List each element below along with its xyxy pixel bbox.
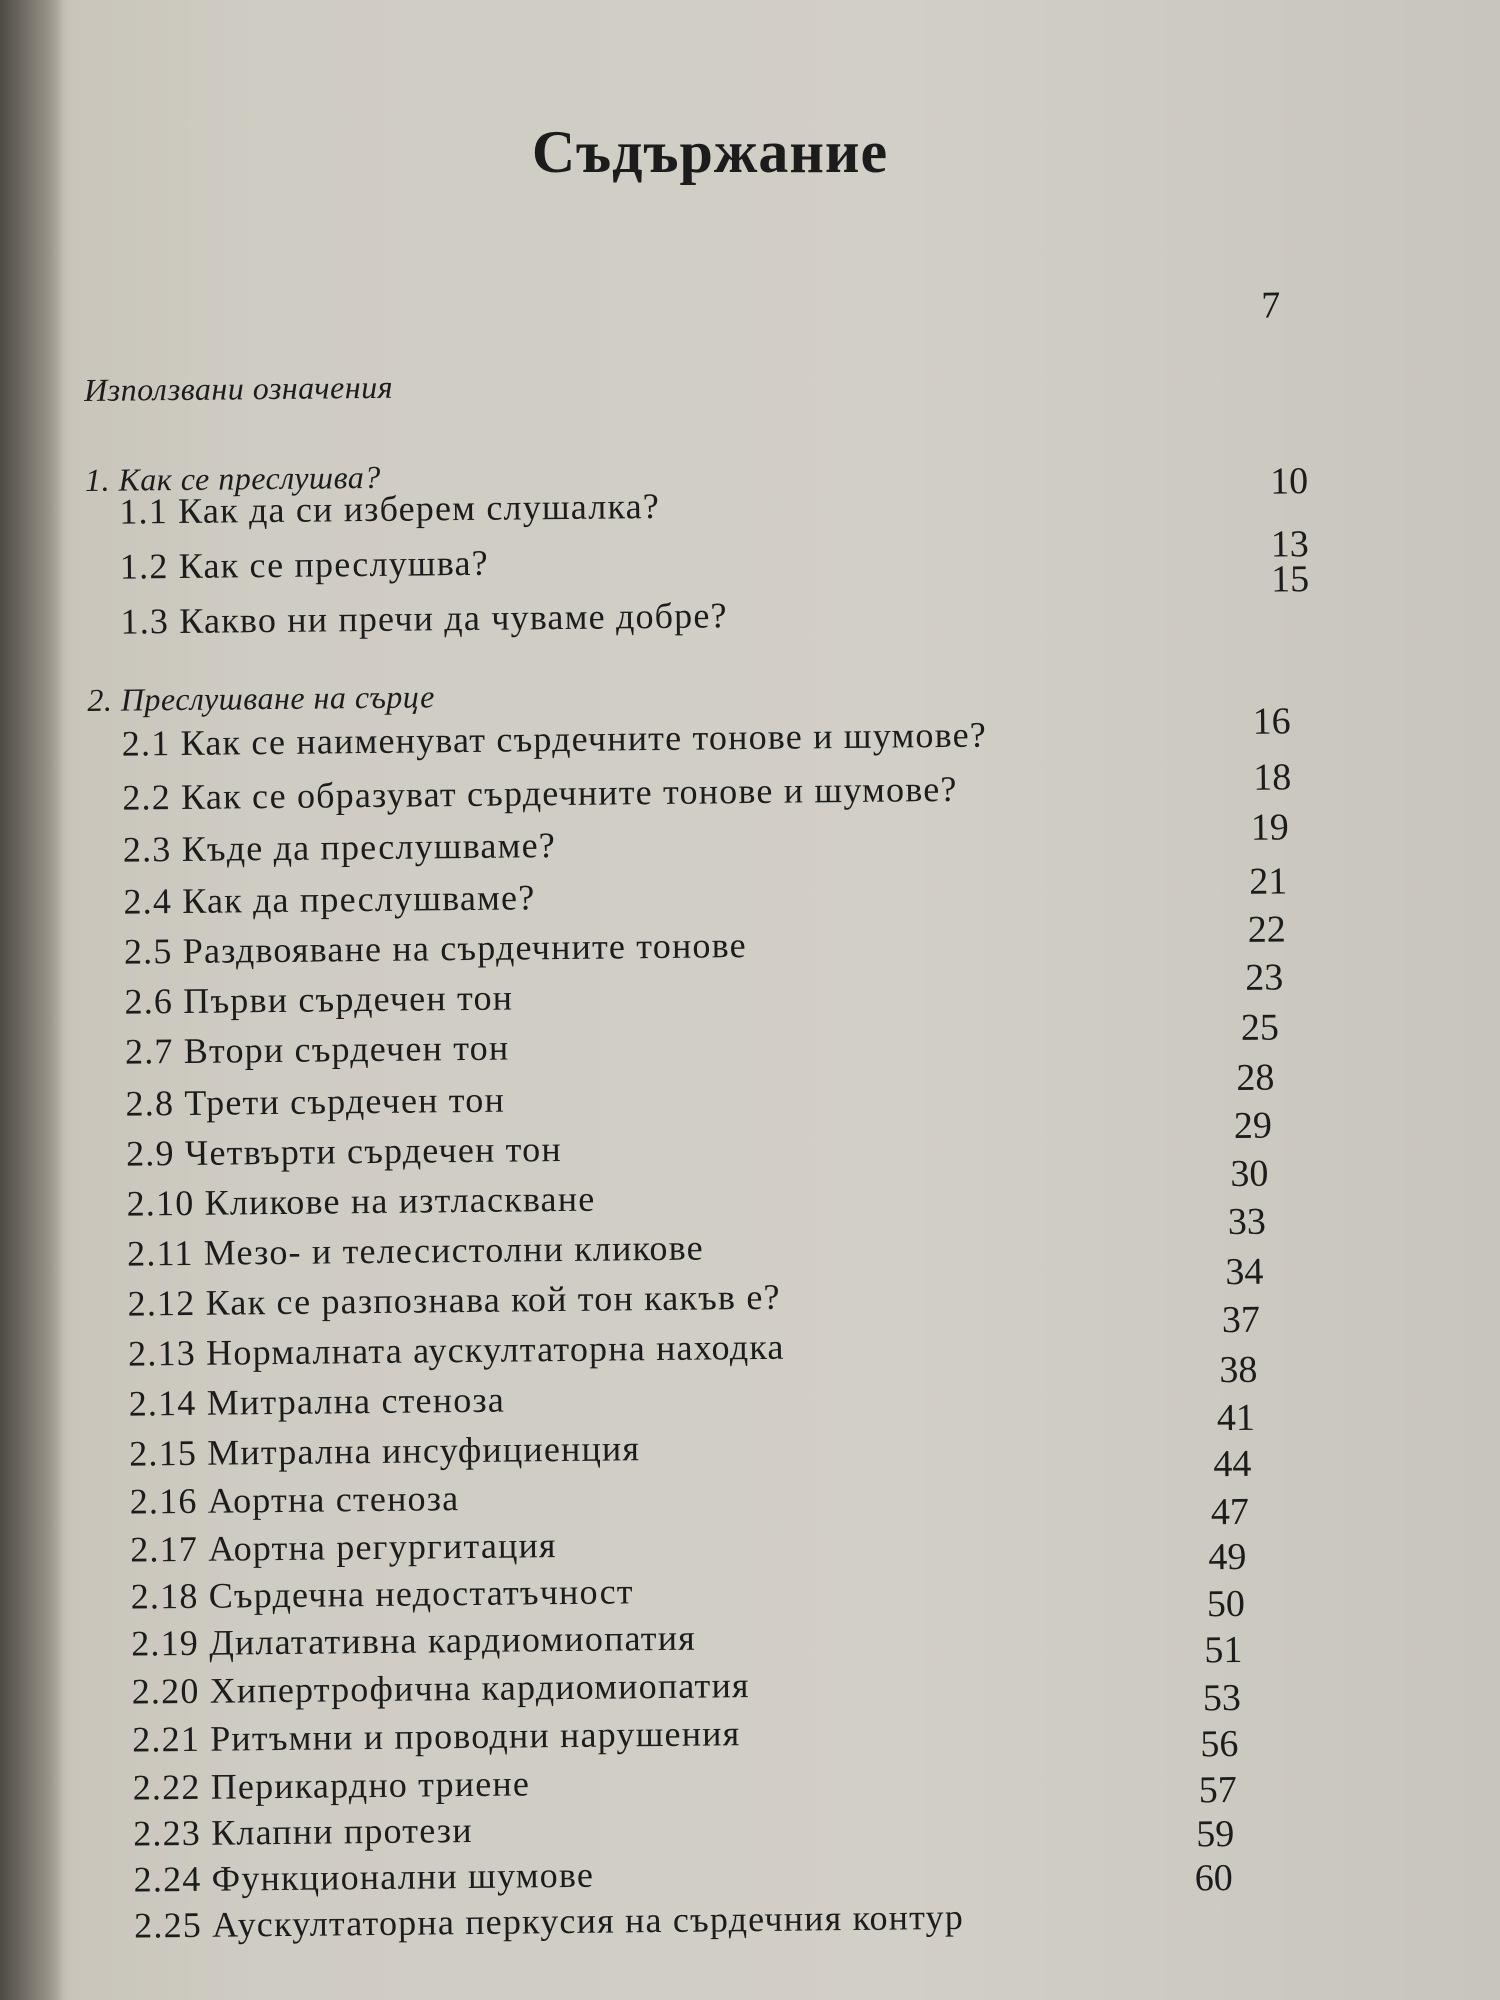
toc-entry-label: 2.18 Сърдечна недостатъчност [130, 1571, 634, 1617]
toc-page-number: 50 [1206, 1582, 1246, 1626]
toc-entry-label: 2.9 Четвърти сърдечен тон [125, 1129, 563, 1174]
toc-page-number: 7 [1261, 284, 1281, 327]
toc-entry [91, 1056, 1311, 1126]
page-gutter-shadow [0, 0, 64, 2000]
toc-page-number: 49 [1208, 1535, 1247, 1579]
toc-entry [92, 1104, 1312, 1176]
toc-entry-label: 2.17 Аортна регургитация [130, 1525, 557, 1570]
toc-page-number: 33 [1227, 1200, 1267, 1244]
toc-entry [90, 908, 1310, 974]
toc-page-number: 38 [1219, 1348, 1258, 1392]
toc-page-number: 16 [1252, 700, 1291, 743]
toc-entry-label: 2.6 Първи сърдечен тон [124, 977, 514, 1022]
toc-page-number: 34 [1225, 1250, 1264, 1294]
table-of-contents [80, 0, 1321, 2000]
toc-page-number: 28 [1236, 1056, 1275, 1099]
toc-page-number: 25 [1240, 1006, 1280, 1049]
toc-entry-label: 2.24 Функционални шумове [133, 1854, 595, 1900]
toc-entry [89, 860, 1309, 924]
toc-page-number: 56 [1200, 1722, 1239, 1766]
toc-entry-label: 2.25 Аускултаторна перкусия на сърдечния контур [133, 1896, 965, 1946]
toc-entry-label: 2.10 Кликове на изтласкване [126, 1178, 596, 1224]
toc-page-number: 15 [1270, 558, 1310, 601]
toc-section-heading [83, 284, 1304, 412]
toc-entry-label: 2.16 Аортна стеноза [129, 1478, 460, 1522]
toc-page-number: 18 [1252, 756, 1292, 799]
toc-entry-label: 2.15 Митрална инсуфициенция [129, 1428, 641, 1474]
toc-entry-label: 2.21 Ритъмни и проводни нарушения [132, 1713, 741, 1760]
toc-entry-label: 2.12 Как се разпознава кой тон какъв е? [127, 1276, 781, 1324]
toc-entry-label: 1.3 Какво ни пречи да чуваме добре? [120, 595, 728, 642]
toc-entry-label: 1.1 Как да си изберем слушалка? [119, 485, 661, 532]
toc-page-number: 29 [1233, 1104, 1273, 1147]
toc-entry-label: 2. Преслушване на сърце [87, 678, 435, 718]
toc-entry-label: 2.23 Клапни протези [132, 1809, 473, 1854]
toc-page-number: 47 [1210, 1490, 1250, 1534]
toc-page-number: 22 [1247, 908, 1287, 951]
toc-entry-label: 1. Как се преслушва? [84, 458, 381, 498]
toc-entry [88, 756, 1308, 820]
toc-page-number: 53 [1202, 1676, 1242, 1720]
toc-page-number: 37 [1221, 1298, 1261, 1342]
toc-entry-label: 2.11 Мезо- и телесистолни кликове [126, 1227, 704, 1274]
toc-page-number: 44 [1213, 1442, 1252, 1486]
toc-entry-label: 1.2 Как се преслушва? [119, 542, 490, 587]
toc-entry-label: 2.7 Втори сърдечен тон [124, 1027, 510, 1072]
toc-entry [89, 806, 1309, 872]
toc-entry-label: 2.4 Как да преслушваме? [123, 877, 536, 922]
toc-page-number: 51 [1204, 1628, 1243, 1672]
page-title: Съдържание [531, 119, 889, 185]
toc-entry-label: 2.13 Нормалната аускултаторна находка [127, 1326, 785, 1374]
toc-entry-label: 2.1 Как се наименуват сърдечните тонове и шумове? [121, 714, 988, 764]
toc-page-number: 41 [1216, 1396, 1256, 1440]
toc-entry-label: 2.20 Хипертрофична кардиомиопатия [131, 1665, 750, 1712]
toc-page-number: 59 [1196, 1813, 1235, 1856]
toc-entry-label: Използвани означения [83, 368, 394, 408]
toc-entry [92, 1152, 1312, 1226]
toc-page-number: 19 [1250, 806, 1289, 849]
toc-entry-label: 2.5 Раздвояване на сърдечните тонове [123, 925, 748, 972]
toc-page-number: 10 [1269, 460, 1309, 503]
toc-entry-label: 2.22 Перикардно триене [132, 1763, 531, 1808]
toc-entry [90, 956, 1310, 1024]
toc-page-number: 13 [1270, 523, 1309, 566]
toc-entry-label: 2.14 Митрална стеноза [128, 1379, 506, 1424]
toc-entry-label: 2.8 Трети сърдечен тон [125, 1079, 506, 1124]
toc-entry-label: 2.2 Как се образуват сърдечните тонове и шумове? [122, 768, 958, 818]
toc-page-number: 57 [1198, 1768, 1238, 1812]
toc-entry [91, 1006, 1311, 1074]
toc-page-number: 21 [1249, 860, 1288, 903]
toc-entry [86, 523, 1309, 589]
toc-entry-label: 2.19 Дилатативна кардиомиопатия [131, 1617, 697, 1664]
toc-page-number: 23 [1245, 956, 1284, 999]
toc-entry-label: 2.3 Къде да преслушваме? [122, 825, 557, 870]
toc-page-number: 30 [1230, 1152, 1269, 1196]
toc-page-number: 60 [1194, 1857, 1233, 1900]
